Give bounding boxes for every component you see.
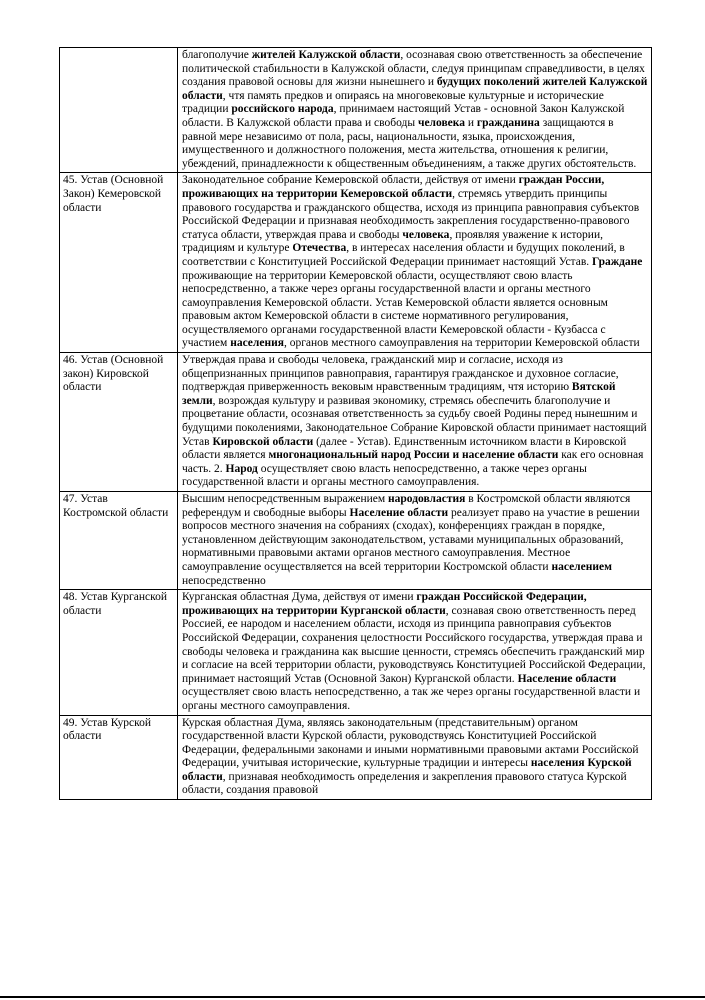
emphasized-term: граждан России, проживающих на территории Кемеровской области	[182, 174, 605, 200]
text-run: непосредственно	[182, 574, 266, 587]
emphasized-term: будущих поколений жителей Калужской области	[182, 76, 648, 102]
text-run: , сознавая свою ответственность перед Россией, ее народом и населением области, исходя из принципа равноправия субъектов Российской Федерации, сохранения целостности Российского государства, утверждая права и свободы человека и гражданина как высшие ценности, стремясь обеспечить гражданский мир и согласие на всей территории области, руководствуясь Конституцией Российской Федерации, принимает настоящий Устав (Основной Закон) Курганской области.	[182, 604, 646, 685]
emphasized-term: гражданина	[476, 116, 540, 129]
text-run: Курская областная Дума, являясь законодательным (представительным) органом государственной власти Курской области, руководствуясь Конституцией Российской Федерации, федеральными законами и иными нормативными правовыми актами Российской Федерации, учитывая исторические, культурные традиции и интересы	[182, 716, 639, 770]
emphasized-term: Кировской области	[212, 435, 314, 448]
emphasized-term: Население области	[517, 672, 617, 685]
table-row	[60, 353, 652, 492]
text-run: Высшим непосредственным выражением	[182, 493, 389, 505]
table-row	[60, 492, 652, 590]
text-run: Законодательное собрание Кемеровской области, действуя от имени	[182, 174, 519, 187]
preamble-text-cell	[178, 48, 652, 173]
table-body	[60, 48, 652, 800]
table-row	[60, 48, 652, 173]
charter-name-cell: 46. Устав (Основной закон) Кировской области	[60, 353, 178, 492]
text-run: , в интересах населения области и будущих поколений, в соответствии с Конституцией Российской Федерации принимает настоящий Устав.	[182, 242, 625, 268]
charter-name-cell: 48. Устав Курганской области	[60, 590, 178, 715]
emphasized-term: Вятской земли	[182, 381, 616, 407]
charter-name-cell: 45. Устав (Основной Закон) Кемеровской области	[60, 173, 178, 353]
table-row	[60, 715, 652, 800]
text-run: Курганская областная Дума, действуя от имени	[182, 591, 417, 604]
charter-name-cell: 49. Устав Курской области	[60, 715, 178, 800]
page-bottom-rule	[0, 996, 705, 998]
emphasized-term: граждан Российской Федерации, проживающих на территории Курганской области	[182, 591, 587, 617]
text-run: защищаются в равной мере независимо от пола, расы, национальности, языка, происхождения, имущественного и должностного положения, места жительства, отношения к религии, убеждений, принадлежности к общественным объединениям, а также других обстоятельств.	[182, 116, 637, 170]
charter-name-cell	[60, 48, 178, 173]
text-run: , стремясь утвердить принципы правового государства и гражданского общества, исходя из принципа равноправия субъектов Российской Федерации и признавая необходимость закрепления государственно-правового статуса области, утверждая права и свободы	[182, 187, 640, 241]
table-row	[60, 173, 652, 353]
text-run: осуществляет свою власть непосредственно, а также через органы государственной власти и органы местного самоуправления.	[182, 462, 587, 489]
emphasized-term: человека	[402, 228, 450, 241]
text-run: Утверждая права и свободы человека, гражданский мир и согласие, исходя из общепризнанных принципов равноправия, гарантируя гражданское и духовное согласие, подтверждая приверженность вековым нравственным традициям, чтя историю	[182, 354, 619, 394]
text-run: проживающие на территории Кемеровской области, осуществляют свою власть непосредственно, а также через органы государственной власти и органы местного самоуправления Кемеровской области. Устав Кемеровской области является основным правовым актом Кемеровской области в системе нормативного регулирования, осуществляемого органами государственной власти Кемеровской области - Кузбасса с участием	[182, 269, 608, 350]
text-run: как его основная часть. 2.	[182, 449, 644, 475]
emphasized-term: населением	[551, 560, 612, 573]
emphasized-term: жителей Калужской области	[251, 49, 401, 61]
preamble-text-cell	[178, 590, 652, 715]
charter-table	[59, 47, 652, 800]
emphasized-term: Отечества	[292, 242, 347, 255]
text-run: осуществляет свою власть непосредственно, а так же через органы государственной власти и органы местного самоуправления.	[182, 686, 641, 712]
emphasized-term: народовластия	[388, 493, 466, 505]
emphasized-term: населения	[230, 337, 284, 350]
text-run: , проявляя уважение к истории, традициям и культуре	[182, 228, 603, 255]
text-run: , признавая необходимость определения и закрепления правового статуса Курской области, создания правовой	[182, 770, 627, 797]
text-run: реализует право на участие в решении вопросов местного значения на собраниях (сходах), конференциях граждан в порядке, установленном действующим законодательством, уставами муниципальных образований, нормативными правовыми актами органов местного самоуправления. Местное самоуправление осуществляется на всей территории Костромской области	[182, 506, 640, 573]
emphasized-term: человека	[417, 116, 465, 129]
preamble-text-cell	[178, 492, 652, 590]
text-run: в Костромской области являются референдум и свободные выборы	[182, 493, 631, 519]
table-row	[60, 590, 652, 715]
preamble-text-cell	[178, 353, 652, 492]
text-run: (далее - Устав). Единственным источником власти в Кировской области является	[182, 435, 627, 462]
text-run: , чтя память предков и опираясь на многовековые культурные и исторические традиции	[182, 89, 604, 116]
emphasized-term: российского народа	[231, 103, 334, 116]
text-run: , органов местного самоуправления на территории Кемеровской области	[283, 337, 640, 350]
emphasized-term: Народ	[225, 462, 258, 475]
text-run: , принимаем настоящий Устав - основной Закон Калужской области. В Калужской области права и свободы	[182, 103, 625, 129]
text-run: благополучие	[182, 49, 252, 61]
text-run: , осознавая свою ответственность за обеспечение политической стабильности в Калужской области, следуя принципам справедливости, в целях создания правовой основы для жизни нынешнего и	[182, 49, 645, 89]
emphasized-term: Граждане	[592, 255, 643, 268]
preamble-text-cell	[178, 715, 652, 800]
emphasized-term: многонациональный народ России и население области	[268, 449, 559, 462]
preamble-text-cell	[178, 173, 652, 353]
text-run: и	[465, 116, 477, 129]
emphasized-term: населения Курской области	[182, 757, 632, 783]
emphasized-term: Население области	[349, 506, 449, 519]
text-run: , возрождая культуру и развивая экономику, стремясь обеспечить благополучие и процветание области, осознавая ответственность за судьбу своей Родины перед нынешним и будущими поколениями, Законодательное Собрание Кировской области принимает настоящий Устав	[182, 394, 647, 448]
charter-name-cell: 47. Устав Костромской области	[60, 492, 178, 590]
